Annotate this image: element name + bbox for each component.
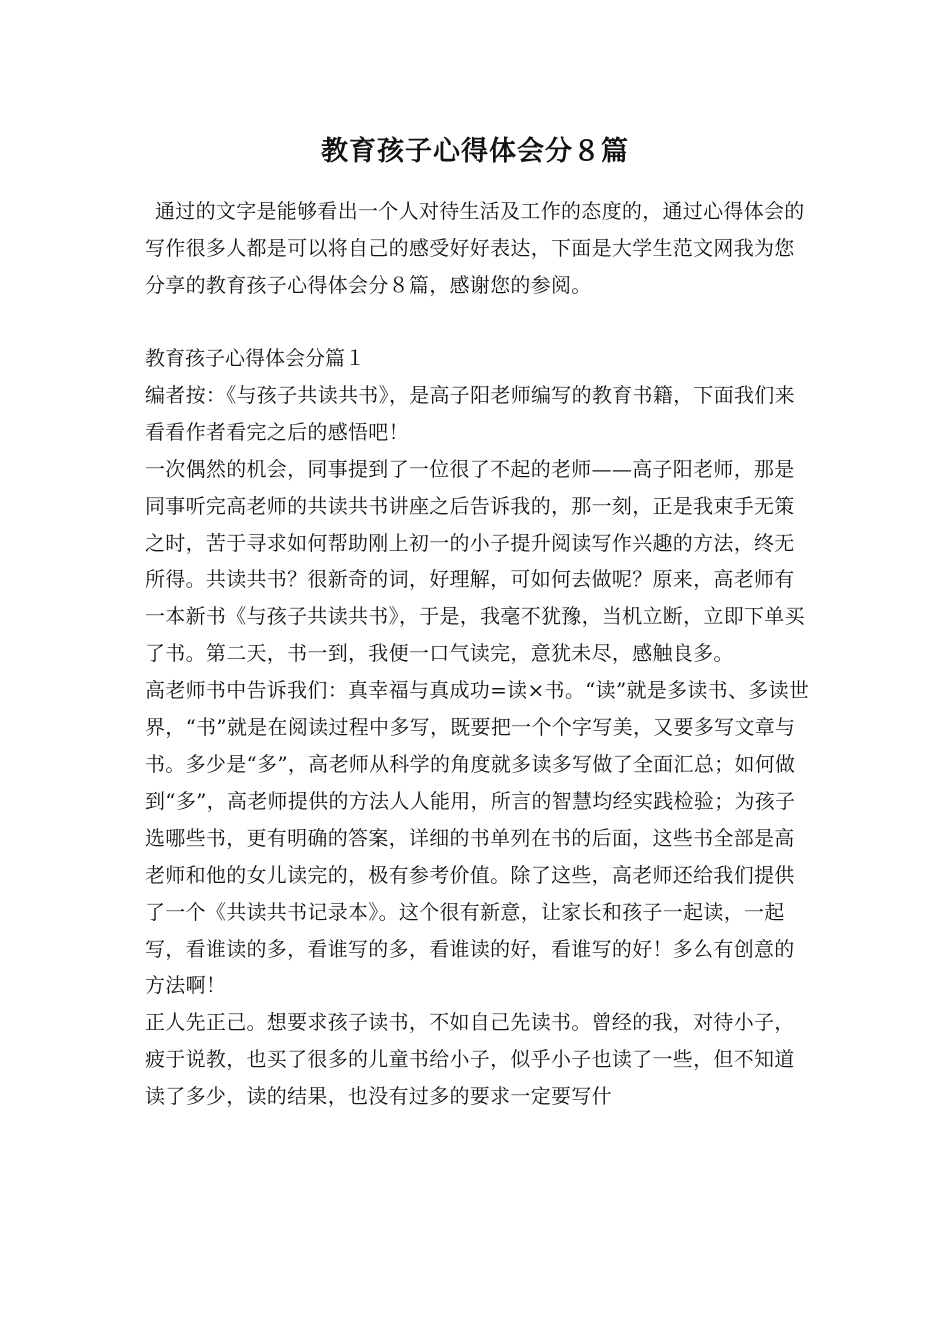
editor-note-paragraph: 编者按：《与孩子共读共书》，是高子阳老师编写的教育书籍，下面我们来看看作者看完之后的感悟吧！ — [145, 382, 795, 444]
body-paragraph: 高老师书中告诉我们：真幸福与真成功=读×书。“读”就是多读书、多读世界，“书”就是在阅读过程中多写，既要把一个个字写美，又要多写文章与书。多少是“多”，高老师从科学的角度就多读多写做了全面汇总；如何做到“多”，高老师提供的方法人人能用，所言的智慧均经实践检验；为孩子选哪些书，更有明确的答案，详细的书单列在书的后面，这些书全部是高老师和他的女儿读完的，极有参考价值。除了这些，高老师还给我们提供了一个《共读共书记录本》。这个很有新意，让家长和孩子一起读，一起写，看谁读的多，看谁写的多，看谁读的好，看谁写的好！多么有创意的方法啊！ — [145, 678, 810, 998]
section-heading: 教育孩子心得体会分篇１ — [145, 346, 365, 370]
body-paragraph: 正人先正己。想要求孩子读书，不如自己先读书。曾经的我，对待小子，疲于说教，也买了很多的儿童书给小子，似乎小子也读了一些，但不知道读了多少，读的结果，也没有过多的要求一定要写什 — [145, 1010, 795, 1109]
section-1 — [145, 340, 810, 1115]
body-paragraph: 一次偶然的机会，同事提到了一位很了不起的老师——高子阳老师，那是同事听完高老师的共读共书讲座之后告诉我的，那一刻，正是我束手无策之时，苦于寻求如何帮助刚上初一的小子提升阅读写作兴趣的方法，终无所得。共读共书？很新奇的词，好理解，可如何去做呢？原来，高老师有一本新书《与孩子共读共书》，于是，我毫不犹豫，当机立断，立即下单买了书。第二天，书一到，我便一口气读完，意犹未尽，感触良多。 — [145, 456, 805, 666]
document-title: 教育孩子心得体会分８篇 — [321, 136, 629, 167]
intro-paragraph: 通过的文字是能够看出一个人对待生活及工作的态度的，通过心得体会的写作很多人都是可以将自己的感受好好表达，下面是大学生范文网我为您分享的教育孩子心得体会分８篇，感谢您的参阅。 — [145, 199, 805, 297]
